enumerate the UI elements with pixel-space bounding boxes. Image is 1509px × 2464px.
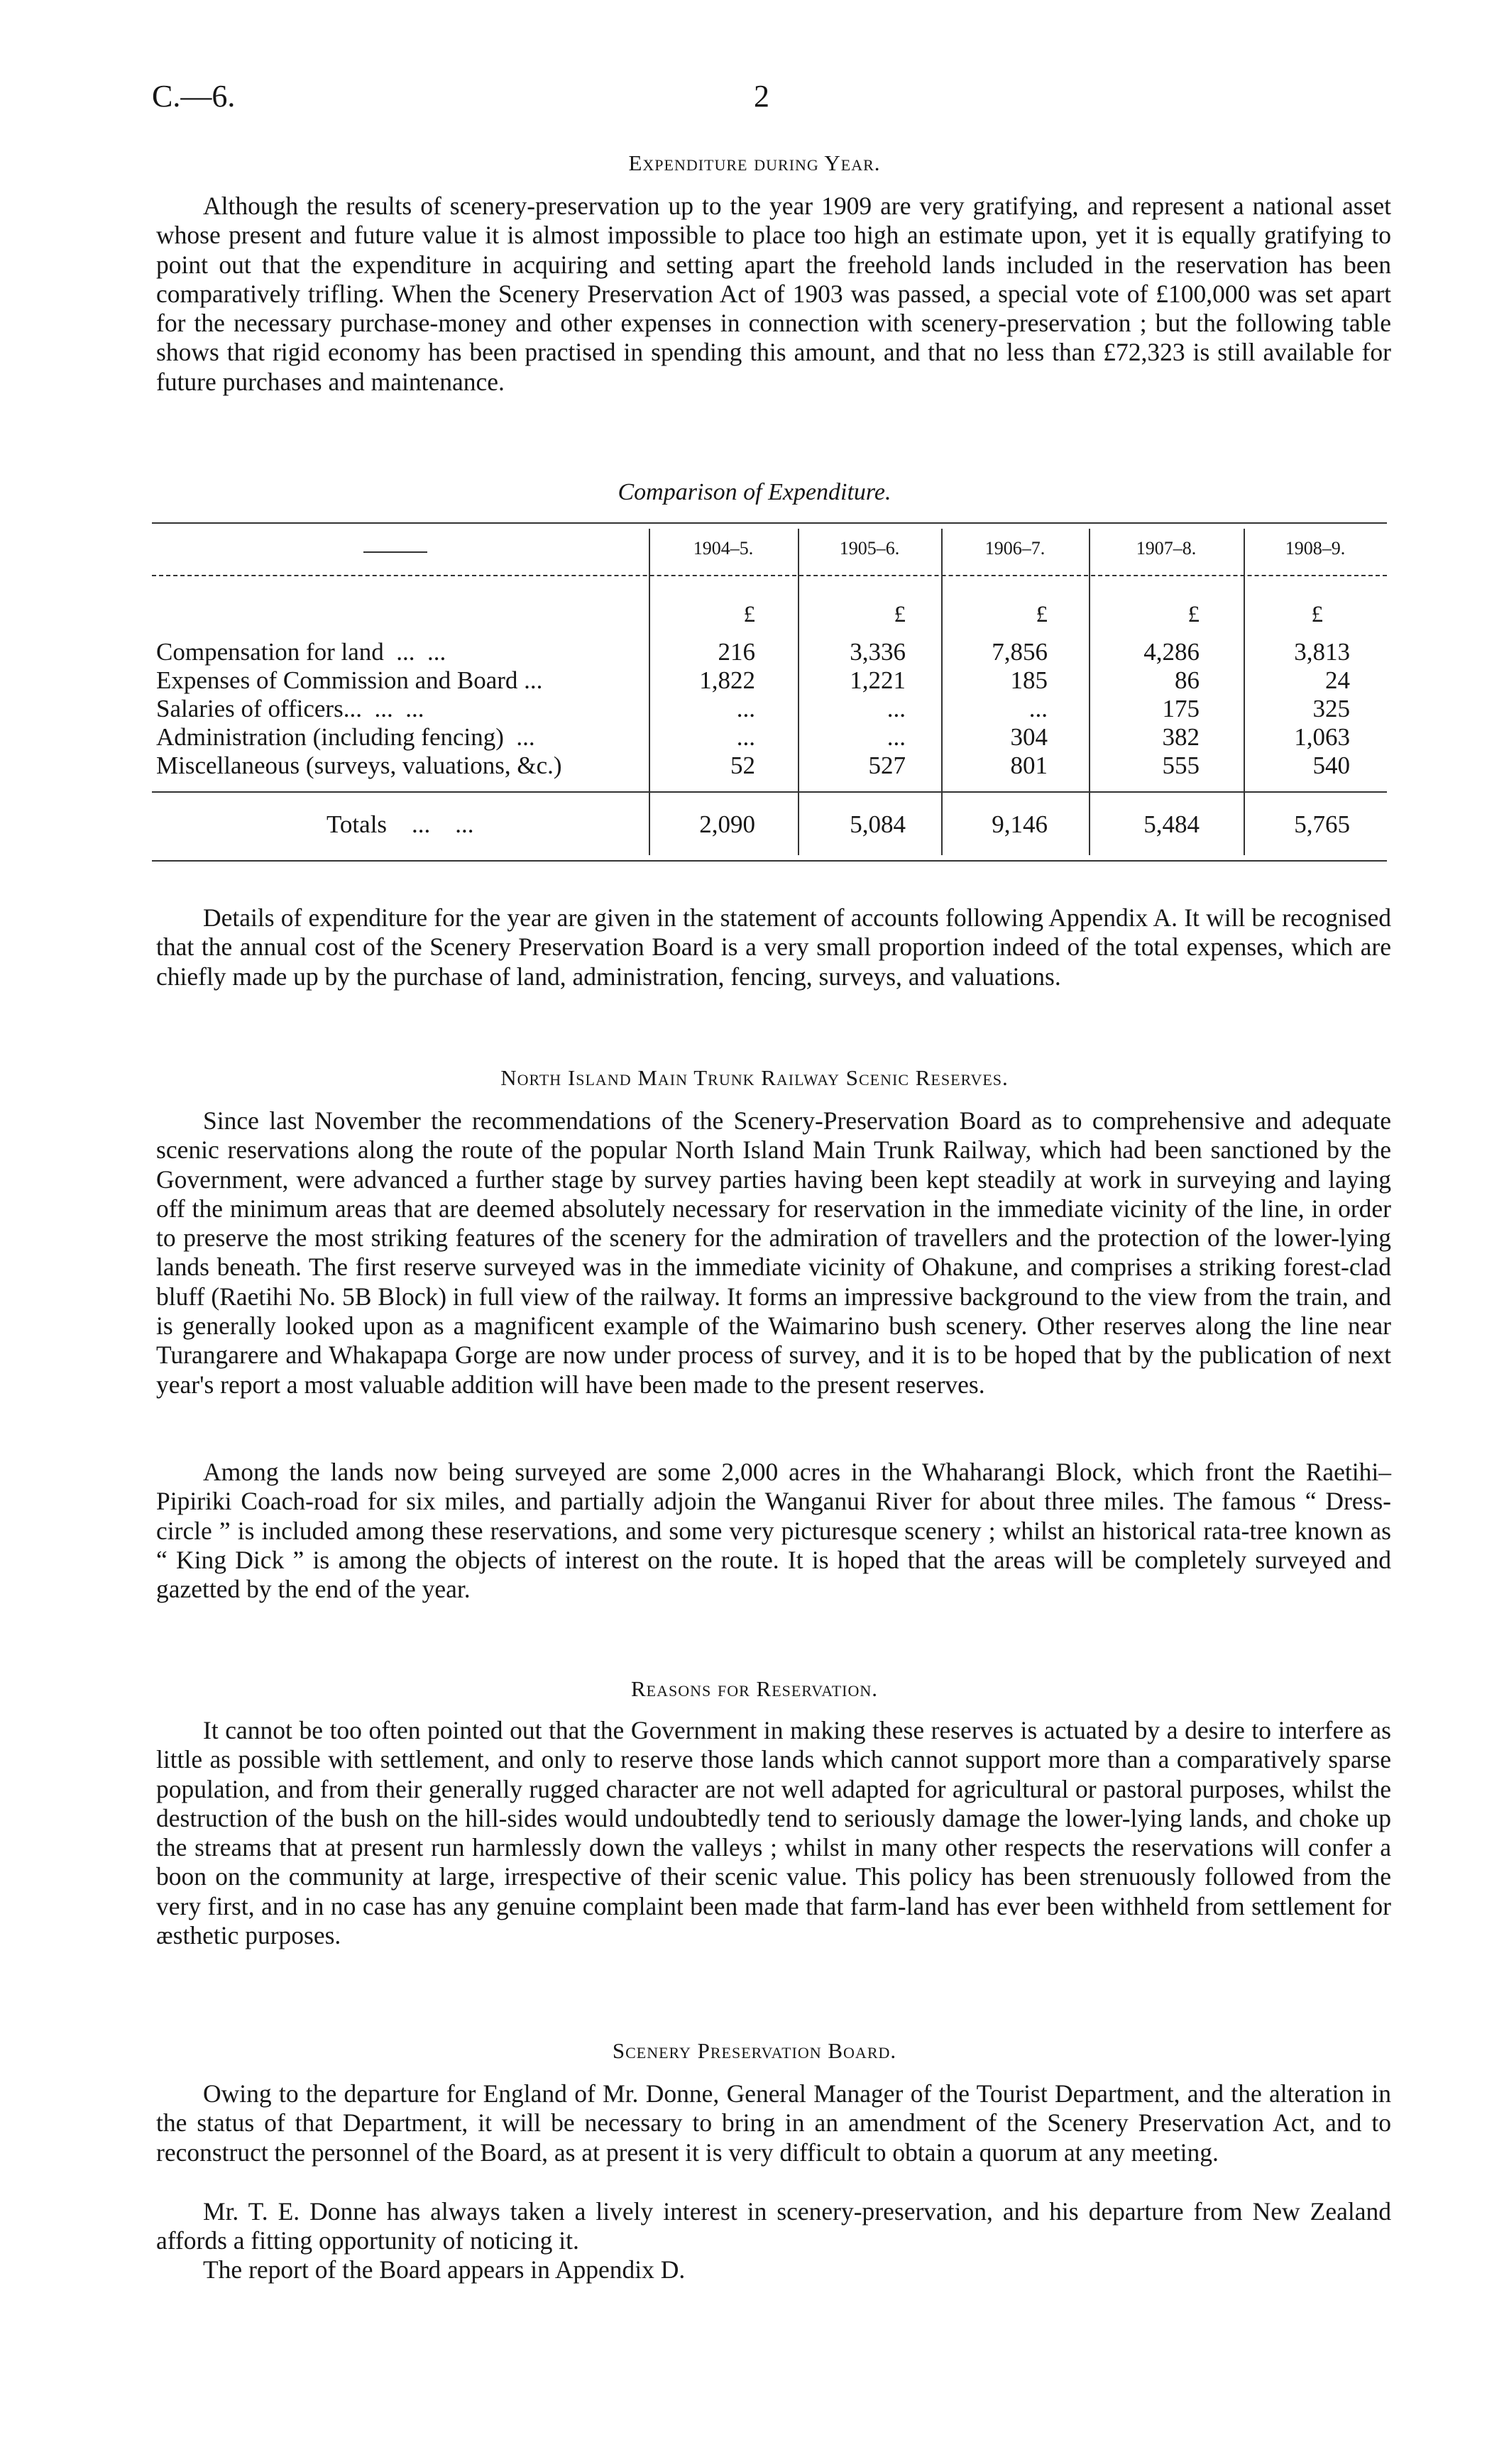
paragraph-board-1: Owing to the departure for England of Mr. Donne, General Manager of the Tourist Department, and the alteration in the status of that Department, it will be necessary to bring in an amendment of the Scenery Preservation Act, and to reconstruct the personnel of the Board, as at present it is very difficult to obtain a quorum at any meeting. — [156, 2079, 1391, 2167]
table-cell: 1,063 — [1294, 723, 1350, 751]
table-cell: 555 — [1162, 752, 1200, 779]
page-number: 2 — [754, 79, 769, 114]
column-header: 1904–5. — [693, 538, 754, 559]
table-cell: 4,286 — [1143, 638, 1200, 666]
table-cell: 1,221 — [850, 666, 906, 694]
table-cell: ... — [887, 695, 906, 722]
table-header-rule — [152, 575, 1387, 576]
table-cell: 3,336 — [850, 638, 906, 666]
table-cell: ... — [887, 723, 906, 751]
paragraph-reasons-1: It cannot be too often pointed out that the Government in making these reserves is actuated by a desire to interfere as little as possible with settlement, and only to reserve those lands which cannot support more than a comparatively sparse population, and from their generally rugged character are not well adapted for agricultural or pastoral purposes, whilst the destruction of the bush on the hill-sides would undoubtedly tend to seriously damage the lower-lying lands, and choke up the streams that at present run harmlessly down the valleys ; whilst in many other respects the reservations will confer a boon on the community at large, irrespective of their scenic value. This policy has been strenuously followed from the very first, and in no case has any genuine complaint been made that farm-land has ever been withheld from settlement for æsthetic purposes. — [156, 1716, 1391, 1950]
table-bottom-rule — [152, 860, 1387, 862]
table-cell: 325 — [1312, 695, 1350, 722]
paragraph-board-2: Mr. T. E. Donne has always taken a lively interest in scenery-preservation, and his departure from New Zealand affords a fitting opportunity of noticing it. — [156, 2197, 1391, 2255]
paragraph-railway-2: Among the lands now being surveyed are some 2,000 acres in the Whaharangi Block, which front the Raetihi–Pipiriki Coach-road for six miles, and partially adjoin the Wanganui River for about three miles. The famous “ Dress-circle ” is included among these reservations, and some very picturesque scenery ; whilst an historical rata-tree known as “ King Dick ” is among the objects of interest on the route. It is hoped that the areas will be completely surveyed and gazetted by the end of the year. — [156, 1458, 1391, 1604]
table-cell: 3,813 — [1294, 638, 1350, 666]
paragraph-expenditure-2: Details of expenditure for the year are given in the statement of accounts following Appendix A. It will be recognised that the annual cost of the Scenery Preservation Board is a very small proportion indeed of the total expenses, which are chiefly made up by the purchase of land, administration, fencing, surveys, and valuations. — [156, 903, 1391, 991]
table-cell: 540 — [1312, 752, 1350, 779]
table-totals-rule — [152, 791, 1387, 793]
table-cell: 7,856 — [992, 638, 1048, 666]
row-label: Miscellaneous (surveys, valuations, &c.) — [156, 752, 562, 779]
section-heading-reasons: Reasons for Reservation. — [630, 1676, 879, 1701]
totals-cell: 2,090 — [699, 810, 755, 838]
totals-cell: 5,765 — [1294, 810, 1350, 838]
section-heading-board: Scenery Preservation Board. — [612, 2038, 897, 2063]
column-header: 1908–9. — [1285, 538, 1346, 559]
table-cell: 52 — [730, 752, 755, 779]
totals-cell: 5,084 — [850, 810, 906, 838]
column-header: 1906–7. — [984, 538, 1046, 559]
currency-symbol: £ — [1187, 602, 1200, 627]
table-cell: 801 — [1010, 752, 1048, 779]
row-label: Expenses of Commission and Board ... — [156, 666, 543, 694]
table-cell: ... — [1028, 695, 1048, 722]
stub-column-dash — [363, 551, 427, 553]
paragraph-board-3: The report of the Board appears in Appendix D. — [203, 2255, 686, 2284]
section-heading-expenditure: Expenditure during Year. — [628, 150, 881, 175]
row-label: Administration (including fencing) ... — [156, 723, 535, 751]
table-cell: 527 — [868, 752, 906, 779]
totals-label: Totals ... ... — [327, 810, 474, 838]
table-cell: 86 — [1175, 666, 1200, 694]
column-header: 1905–6. — [839, 538, 900, 559]
row-label: Salaries of officers... ... ... — [156, 695, 424, 722]
currency-symbol: £ — [894, 602, 906, 627]
totals-cell: 5,484 — [1143, 810, 1200, 838]
currency-symbol: £ — [1036, 602, 1048, 627]
section-heading-railway: North Island Main Trunk Railway Scenic Reserves. — [500, 1065, 1009, 1090]
table-cell: 185 — [1010, 666, 1048, 694]
row-label: Compensation for land ... ... — [156, 638, 446, 666]
paragraph-expenditure-1: Although the results of scenery-preservation up to the year 1909 are very gratifying, and represent a national asset whose present and future value it is almost impossible to place too high an estimate upon, yet it is equally gratifying to point out that the expenditure in acquiring and setting apart the freehold lands included in the reservation has been comparatively trifling. When the Scenery Preservation Act of 1903 was passed, a special vote of £100,000 was set apart for the necessary purchase-money and other expenses in connection with scenery-preservation ; but the following table shows that rigid economy has been practised in spending this amount, and that no less than £72,323 is still available for future purchases and maintenance. — [156, 192, 1391, 396]
table-caption: Comparison of Expenditure. — [618, 479, 891, 505]
table-cell: 24 — [1325, 666, 1350, 694]
document-reference: C.—6. — [152, 79, 236, 114]
currency-symbol: £ — [743, 602, 755, 627]
table-cell: 175 — [1162, 695, 1200, 722]
currency-symbol: £ — [1311, 602, 1323, 627]
table-cell: ... — [736, 723, 755, 751]
table-cell: 1,822 — [699, 666, 755, 694]
paragraph-railway-1: Since last November the recommendations of the Scenery-Preservation Board as to comprehensive and adequate scenic reservations along the route of the popular North Island Main Trunk Railway, which had been sanctioned by the Government, were advanced a further stage by survey parties having been kept steadily at work in surveying and laying off the minimum areas that are deemed absolutely necessary for reservation in the immediate vicinity of the line, in order to preserve the most striking features of the scenery for the admiration of travellers and the protection of the lower-lying lands beneath. The first reserve surveyed was in the immediate vicinity of Ohakune, and comprises a striking forest-clad bluff (Raetihi No. 5B Block) in full view of the railway. It forms an impressive background to the view from the train, and is generally looked upon as a magnificent example of the Waimarino bush scenery. Other reserves along the line near Turangarere and Whakapapa Gorge are now under process of survey, and it is to be hoped that by the publication of next year's report a most valuable addition will have been made to the present reserves. — [156, 1106, 1391, 1399]
table-top-rule — [152, 522, 1387, 524]
table-cell: ... — [736, 695, 755, 722]
table-cell: 216 — [718, 638, 755, 666]
table-cell: 382 — [1162, 723, 1200, 751]
table-cell: 304 — [1010, 723, 1048, 751]
column-header: 1907–8. — [1136, 538, 1197, 559]
totals-cell: 9,146 — [992, 810, 1048, 838]
